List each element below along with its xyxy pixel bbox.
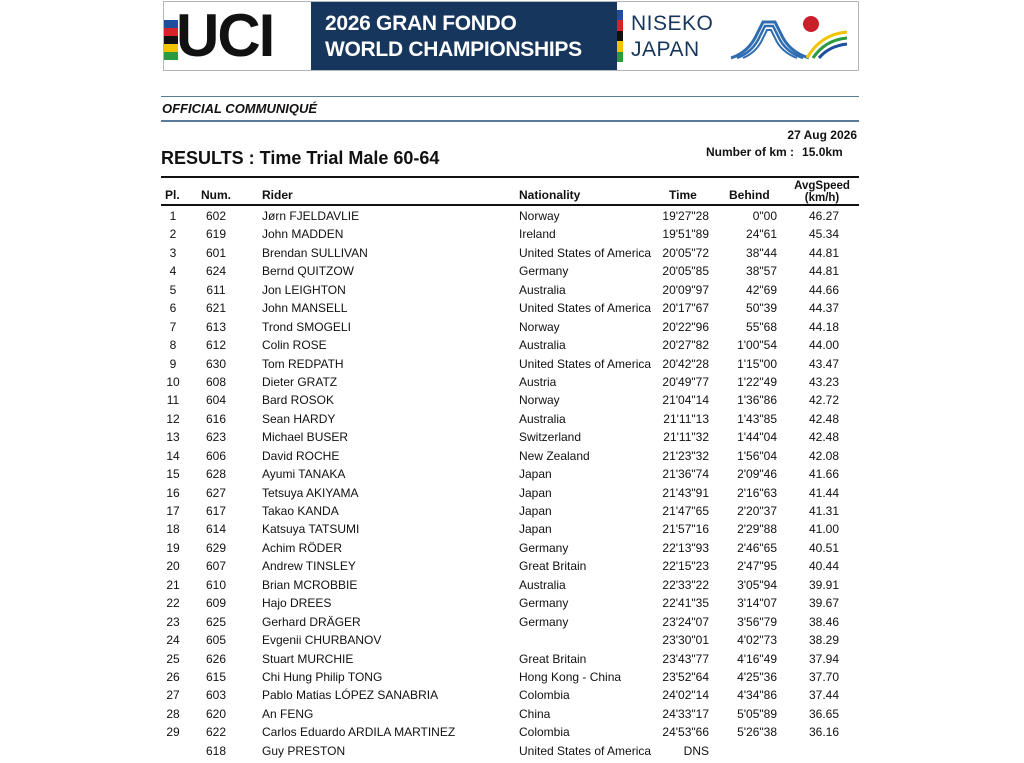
table-row <box>161 630 859 648</box>
rider-cell: Evgenii CHURBANOV <box>262 633 382 648</box>
time-cell: 22'41"35 <box>662 596 709 611</box>
table-row <box>161 224 859 242</box>
speed-cell: 45.34 <box>808 227 839 242</box>
behind-cell: 2'29"88 <box>737 522 777 537</box>
behind-cell: 4'34"86 <box>737 688 777 703</box>
number-cell: 621 <box>205 301 227 316</box>
speed-cell: 41.00 <box>808 522 839 537</box>
table-row <box>161 593 859 611</box>
nationality-cell: Hong Kong - China <box>519 669 622 684</box>
time-cell: 22'15"23 <box>662 559 709 574</box>
table-row <box>161 354 859 372</box>
header-nationality: Nationality <box>519 188 581 202</box>
rider-cell: Trond SMOGELI <box>262 319 351 334</box>
time-cell: 19'51"89 <box>662 227 709 242</box>
rider-cell: Sean HARDY <box>262 411 336 426</box>
nationality-cell: Norway <box>519 393 560 408</box>
time-cell: 22'13"93 <box>662 540 709 555</box>
nationality-cell: United States of America <box>519 301 652 316</box>
place-cell: 29 <box>166 725 180 740</box>
time-cell: 24'33"17 <box>662 706 709 721</box>
behind-cell: 1'56"04 <box>737 448 777 463</box>
table-row <box>161 649 859 667</box>
behind-cell: 2'47"95 <box>737 559 777 574</box>
time-cell: DNS <box>683 743 709 758</box>
speed-cell: 38.46 <box>808 614 839 629</box>
rider-cell: Brian MCROBBIE <box>262 577 358 592</box>
behind-cell: 1'36"86 <box>737 393 777 408</box>
place-cell: 26 <box>166 669 180 684</box>
table-row <box>161 446 859 464</box>
time-cell: 20'05"72 <box>662 245 709 260</box>
nationality-cell: Australia <box>519 338 566 353</box>
table-row <box>161 372 859 390</box>
table-row <box>161 464 859 482</box>
table-row <box>161 519 859 537</box>
behind-cell: 55"68 <box>746 319 777 334</box>
place-cell: 10 <box>166 374 180 389</box>
behind-cell: 5'26"38 <box>737 725 777 740</box>
time-cell: 19'27"28 <box>662 209 709 223</box>
speed-cell: 44.66 <box>808 282 839 297</box>
speed-cell: 37.94 <box>808 651 839 666</box>
rider-cell: Gerhard DRÄGER <box>262 614 361 629</box>
rider-cell: Brendan SULLIVAN <box>262 245 368 260</box>
place-cell: 8 <box>169 338 177 353</box>
time-cell: 20'09"97 <box>662 282 709 297</box>
nationality-cell: Switzerland <box>519 430 582 445</box>
rider-cell: Andrew TINSLEY <box>262 559 356 574</box>
nationality-cell: Colombia <box>519 688 570 703</box>
speed-cell: 44.37 <box>808 301 839 316</box>
speed-cell: 42.72 <box>808 393 839 408</box>
nationality-cell: Germany <box>519 264 569 279</box>
speed-cell: 42.48 <box>808 430 839 445</box>
time-cell: 20'05"85 <box>662 264 709 279</box>
rider-cell: Bernd QUITZOW <box>262 264 355 279</box>
rider-cell: Jørn FJELDAVLIE <box>262 209 360 223</box>
behind-cell: 4'16"49 <box>737 651 777 666</box>
number-cell: 612 <box>205 338 227 353</box>
nationality-cell: New Zealand <box>519 448 590 463</box>
table-row <box>161 317 859 335</box>
nationality-cell: Australia <box>519 411 566 426</box>
place-cell: 21 <box>166 577 180 592</box>
behind-cell: 50"39 <box>746 301 777 316</box>
speed-cell: 41.31 <box>808 504 839 518</box>
nationality-cell: Japan <box>519 504 552 518</box>
time-cell: 20'17"67 <box>662 301 709 316</box>
time-cell: 24'53"66 <box>662 725 709 740</box>
table-row <box>161 538 859 556</box>
place-cell: 24 <box>166 633 180 648</box>
table-row <box>161 206 859 224</box>
number-cell: 607 <box>205 559 227 574</box>
table-row <box>161 483 859 501</box>
table-row <box>161 261 859 279</box>
nationality-cell: Australia <box>519 282 566 297</box>
place-cell: 13 <box>166 430 180 445</box>
uci-wordmark: UCI <box>176 2 274 69</box>
rider-cell: Tom REDPATH <box>262 356 344 371</box>
rider-cell: John MANSELL <box>262 301 348 316</box>
mountain-sun-icon <box>729 12 853 62</box>
table-header <box>161 176 859 206</box>
host-block <box>617 2 858 70</box>
place-cell: 7 <box>169 319 177 334</box>
speed-cell: 46.27 <box>808 209 839 223</box>
behind-cell: 1'15"00 <box>737 356 777 371</box>
behind-cell: 2'09"46 <box>737 467 777 482</box>
table-row <box>161 741 859 759</box>
nationality-cell: United States of America <box>519 743 652 758</box>
table-body <box>161 206 859 759</box>
time-cell: 23'52"64 <box>662 669 709 684</box>
table-row <box>161 667 859 685</box>
table-row <box>161 612 859 630</box>
place-cell: 19 <box>166 540 180 555</box>
place-cell: 28 <box>166 706 180 721</box>
number-cell: 613 <box>205 319 227 334</box>
number-cell: 630 <box>205 356 227 371</box>
time-cell: 21'11"32 <box>663 430 709 445</box>
place-cell: 12 <box>166 411 180 426</box>
time-cell: 21'11"13 <box>663 411 709 426</box>
behind-cell: 1'44"04 <box>737 430 777 445</box>
host-city: NISEKO <box>631 12 714 35</box>
rider-cell: Bard ROSOK <box>262 393 335 408</box>
divider <box>161 120 859 122</box>
nationality-cell: Japan <box>519 522 552 537</box>
number-cell: 623 <box>205 430 227 445</box>
table-row <box>161 722 859 740</box>
behind-cell: 38"44 <box>746 245 777 260</box>
speed-cell: 41.44 <box>808 485 839 500</box>
time-cell: 22'33"22 <box>662 577 709 592</box>
place-cell: 9 <box>169 356 177 371</box>
nationality-cell: Austria <box>519 374 557 389</box>
time-cell: 20'42"28 <box>662 356 709 371</box>
event-name-line2: WORLD CHAMPIONSHIPS <box>325 38 582 61</box>
number-cell: 619 <box>205 227 227 242</box>
behind-cell: 3'14"07 <box>737 596 777 611</box>
nationality-cell: Germany <box>519 596 569 611</box>
header-rider: Rider <box>262 188 293 202</box>
speed-cell: 44.81 <box>808 245 839 260</box>
place-cell: 23 <box>166 614 180 629</box>
number-cell: 616 <box>205 411 227 426</box>
table-row <box>161 685 859 703</box>
header-time: Time <box>669 188 697 202</box>
behind-cell: 3'05"94 <box>737 577 777 592</box>
event-name-block <box>311 2 617 70</box>
place-cell: 1 <box>169 209 177 223</box>
number-cell: 614 <box>205 522 227 537</box>
header-avg-speed-unit: (km/h) <box>804 192 840 204</box>
rider-cell: Tetsuya AKIYAMA <box>262 485 359 500</box>
behind-cell: 38"57 <box>746 264 777 279</box>
behind-cell: 1'00"54 <box>737 338 777 353</box>
number-cell: 618 <box>205 743 227 758</box>
time-cell: 23'24"07 <box>662 614 709 629</box>
header-place: Pl. <box>165 188 180 202</box>
results-table <box>161 176 859 759</box>
time-cell: 20'27"82 <box>662 338 709 353</box>
speed-cell: 40.51 <box>808 540 839 555</box>
table-row <box>161 409 859 427</box>
place-cell: 6 <box>169 301 177 316</box>
event-name-line1: 2026 GRAN FONDO <box>325 12 517 35</box>
rider-cell: Takao KANDA <box>262 504 339 518</box>
nationality-cell: Great Britain <box>519 559 587 574</box>
place-cell: 20 <box>166 559 180 574</box>
nationality-cell: China <box>519 706 551 721</box>
table-row <box>161 575 859 593</box>
time-cell: 20'22"96 <box>662 319 709 334</box>
table-row <box>161 243 859 261</box>
nationality-cell: Australia <box>519 577 566 592</box>
event-banner <box>163 1 859 71</box>
place-cell: 4 <box>169 264 177 279</box>
table-row <box>161 298 859 316</box>
number-cell: 615 <box>205 669 227 684</box>
number-cell: 628 <box>205 467 227 482</box>
behind-cell: 4'25"36 <box>737 669 777 684</box>
table-row <box>161 501 859 519</box>
speed-cell: 44.18 <box>808 319 839 334</box>
behind-cell: 4'02"73 <box>737 633 777 648</box>
time-cell: 21'47"65 <box>662 504 709 518</box>
rider-cell: David ROCHE <box>262 448 340 463</box>
number-cell: 604 <box>205 393 227 408</box>
behind-cell: 1'22"49 <box>737 374 777 389</box>
rider-cell: John MADDEN <box>262 227 344 242</box>
number-cell: 629 <box>205 540 227 555</box>
number-cell: 625 <box>205 614 227 629</box>
speed-cell: 44.81 <box>808 264 839 279</box>
speed-cell: 39.91 <box>808 577 839 592</box>
rider-cell: Achim RÖDER <box>262 540 343 555</box>
rider-cell: Colin ROSE <box>262 338 327 353</box>
number-cell: 610 <box>205 577 227 592</box>
rider-cell: Katsuya TATSUMI <box>262 522 360 537</box>
distance-value: 15.0km <box>802 145 843 159</box>
speed-cell: 38.29 <box>808 633 839 648</box>
nationality-cell: Germany <box>519 540 569 555</box>
rider-cell: Chi Hung Philip TONG <box>262 669 383 684</box>
rider-cell: Dieter GRATZ <box>262 374 338 389</box>
number-cell: 606 <box>205 448 227 463</box>
number-cell: 601 <box>205 245 227 260</box>
speed-cell: 43.47 <box>808 356 839 371</box>
nationality-cell: Japan <box>519 467 552 482</box>
nationality-cell: United States of America <box>519 245 652 260</box>
distance-label: Number of km : <box>706 145 795 159</box>
behind-cell: 24"61 <box>746 227 777 242</box>
nationality-cell: Colombia <box>519 725 570 740</box>
nationality-cell: United States of America <box>519 356 652 371</box>
number-cell: 624 <box>205 264 227 279</box>
results-title: RESULTS : Time Trial Male 60-64 <box>161 148 440 168</box>
host-country: JAPAN <box>631 38 700 61</box>
number-cell: 611 <box>206 282 226 297</box>
time-cell: 23'43"77 <box>662 651 709 666</box>
rider-cell: Michael BUSER <box>262 430 349 445</box>
uci-logo <box>164 2 311 70</box>
table-row <box>161 704 859 722</box>
number-cell: 627 <box>205 485 227 500</box>
rider-cell: Stuart MURCHIE <box>262 651 354 666</box>
time-cell: 23'30"01 <box>662 633 709 648</box>
header-behind: Behind <box>729 188 770 202</box>
place-cell: 5 <box>169 282 177 297</box>
behind-cell: 2'46"65 <box>737 540 777 555</box>
place-cell: 15 <box>166 467 180 482</box>
nationality-cell: Germany <box>519 614 569 629</box>
nationality-cell: Japan <box>519 485 552 500</box>
place-cell: 11 <box>166 393 180 408</box>
time-cell: 21'23"32 <box>662 448 709 463</box>
behind-cell: 42"69 <box>746 282 777 297</box>
number-cell: 617 <box>205 504 227 518</box>
speed-cell: 44.00 <box>808 338 839 353</box>
speed-cell: 36.65 <box>808 706 839 721</box>
behind-cell: 1'43"85 <box>737 411 777 426</box>
time-cell: 24'02"14 <box>662 688 709 703</box>
number-cell: 602 <box>205 209 227 223</box>
place-cell: 14 <box>166 448 180 463</box>
table-row <box>161 556 859 574</box>
behind-cell: 2'20"37 <box>737 504 777 518</box>
race-date: 27 Aug 2026 <box>787 128 857 142</box>
number-cell: 605 <box>205 633 227 648</box>
behind-cell: 0"00 <box>752 209 777 223</box>
race-distance <box>706 145 843 159</box>
host-rainbow-stripes-icon <box>617 10 623 62</box>
behind-cell: 5'05"89 <box>737 706 777 721</box>
behind-cell: 2'16"63 <box>737 485 777 500</box>
rider-cell: Pablo Matias LÓPEZ SANABRIA <box>262 688 439 703</box>
table-row <box>161 335 859 353</box>
rider-cell: Ayumi TANAKA <box>262 467 346 482</box>
speed-cell: 36.16 <box>808 725 839 740</box>
speed-cell: 41.66 <box>808 467 839 482</box>
place-cell: 25 <box>166 651 180 666</box>
time-cell: 21'43"91 <box>662 485 709 500</box>
number-cell: 620 <box>205 706 227 721</box>
number-cell: 603 <box>205 688 227 703</box>
nationality-cell: Ireland <box>519 227 556 242</box>
time-cell: 21'57"16 <box>662 522 709 537</box>
number-cell: 622 <box>205 725 227 740</box>
speed-cell: 42.08 <box>808 448 839 463</box>
rider-cell: Guy PRESTON <box>262 743 346 758</box>
place-cell: 22 <box>166 596 180 611</box>
place-cell: 17 <box>166 504 180 518</box>
place-cell: 18 <box>166 522 180 537</box>
place-cell: 16 <box>166 485 180 500</box>
number-cell: 626 <box>205 651 227 666</box>
communique-title: OFFICIAL COMMUNIQUÉ <box>162 101 318 116</box>
header-avg-speed-label: AvgSpeed <box>794 180 850 192</box>
table-row <box>161 280 859 298</box>
header-avg-speed <box>786 180 858 204</box>
table-row <box>161 390 859 408</box>
time-cell: 20'49"77 <box>662 374 709 389</box>
speed-cell: 42.48 <box>808 411 839 426</box>
speed-cell: 39.67 <box>808 596 839 611</box>
rider-cell: Jon LEIGHTON <box>262 282 346 297</box>
rider-cell: Carlos Eduardo ARDILA MARTINEZ <box>262 725 456 740</box>
rider-cell: An FENG <box>262 706 314 721</box>
time-cell: 21'04"14 <box>662 393 709 408</box>
number-cell: 609 <box>205 596 227 611</box>
number-cell: 608 <box>205 374 227 389</box>
table-row <box>161 427 859 445</box>
place-cell: 3 <box>169 245 177 260</box>
rider-cell: Hajo DREES <box>262 596 332 611</box>
speed-cell: 40.44 <box>808 559 839 574</box>
divider <box>161 96 859 97</box>
place-cell: 2 <box>169 227 177 242</box>
speed-cell: 37.44 <box>808 688 839 703</box>
speed-cell: 37.70 <box>808 669 839 684</box>
place-cell: 27 <box>166 688 180 703</box>
nationality-cell: Great Britain <box>519 651 587 666</box>
nationality-cell: Norway <box>519 319 560 334</box>
header-number: Num. <box>201 188 231 202</box>
behind-cell: 3'56"79 <box>737 614 777 629</box>
speed-cell: 43.23 <box>808 374 839 389</box>
nationality-cell: Norway <box>519 209 560 223</box>
time-cell: 21'36"74 <box>662 467 709 482</box>
